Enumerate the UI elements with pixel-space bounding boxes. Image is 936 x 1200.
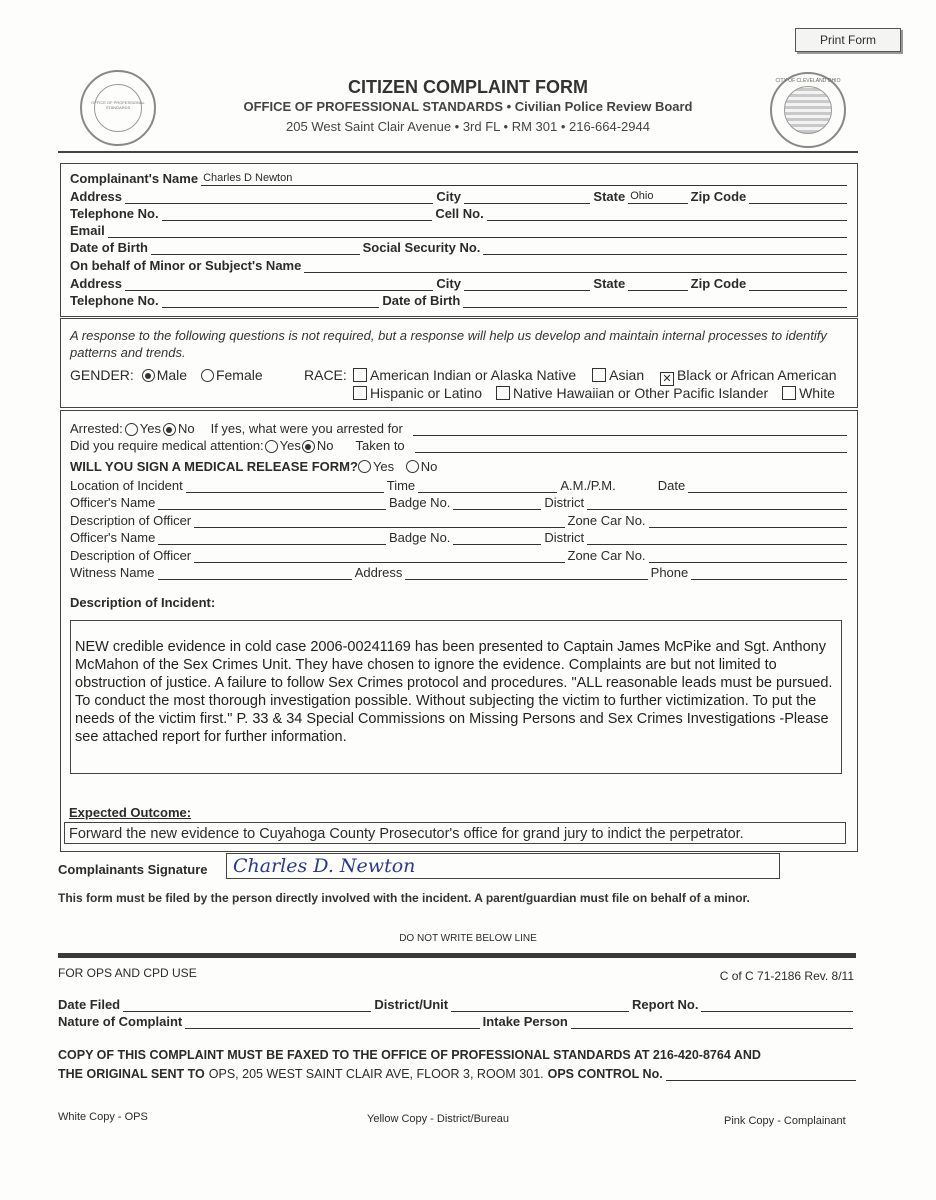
zone-label: Zone Car No.: [567, 513, 646, 528]
zip-field[interactable]: [749, 191, 847, 204]
form-subtitle: OFFICE OF PROFESSIONAL STANDARDS • Civilian Police Review Board: [243, 99, 693, 114]
arrested-yes-radio[interactable]: [125, 423, 138, 436]
state2-label: State: [593, 276, 626, 291]
description-officer-label: Description of Officer: [70, 513, 192, 528]
release-yes-radio[interactable]: [358, 460, 371, 473]
zone2-label: Zone Car No.: [567, 548, 646, 563]
header-rule: [58, 151, 858, 153]
address-field[interactable]: [125, 191, 433, 204]
ssn-label: Social Security No.: [362, 240, 481, 255]
minor-field[interactable]: [304, 260, 847, 273]
time-label: Time: [386, 478, 416, 493]
fax-notice-2b: OPS, 205 WEST SAINT CLAIR AVE, FLOOR 3, ROOM 301.: [208, 1067, 544, 1081]
time-field[interactable]: [418, 480, 557, 493]
badge2-field[interactable]: [453, 532, 541, 545]
badge-field[interactable]: [453, 497, 541, 510]
arrested-for-field[interactable]: [413, 423, 847, 436]
release-no-radio[interactable]: [406, 460, 419, 473]
do-not-write-notice: DO NOT WRITE BELOW LINE: [399, 933, 537, 944]
district-unit-field[interactable]: [451, 999, 629, 1012]
ops-control-row: [58, 1067, 856, 1081]
telephone-field[interactable]: [162, 208, 433, 221]
cell-field[interactable]: [487, 208, 847, 221]
intake-field[interactable]: [571, 1016, 853, 1029]
race-checkbox-pacific-islander[interactable]: [496, 386, 510, 400]
nature-field[interactable]: [185, 1016, 479, 1029]
cleveland-seal-logo: CITY OF CLEVELAND OHIO: [770, 72, 846, 148]
ampm-label: A.M./P.M.: [560, 478, 616, 493]
signature-field[interactable]: [226, 853, 780, 879]
female-radio[interactable]: [201, 369, 214, 382]
dob2-label: Date of Birth: [382, 293, 461, 308]
zone-field[interactable]: [649, 515, 847, 528]
intake-label: Intake Person: [482, 1014, 568, 1029]
location-field[interactable]: [186, 480, 384, 493]
white-copy-label: White Copy - OPS: [58, 1111, 148, 1123]
race-checkbox-american-indian[interactable]: [353, 368, 367, 382]
pink-copy-label: Pink Copy - Complainant: [724, 1115, 846, 1127]
outcome-heading: Expected Outcome:: [69, 805, 192, 820]
no-label: No: [420, 459, 438, 474]
race-checkbox-black[interactable]: ✕: [660, 372, 674, 386]
address2-field[interactable]: [125, 278, 433, 291]
date-label: Date: [657, 478, 686, 493]
description-officer2-field[interactable]: [194, 550, 564, 563]
medical-yes-radio[interactable]: [265, 440, 278, 453]
address2-label: Address: [70, 276, 123, 291]
officer-field[interactable]: [158, 497, 386, 510]
race-checkbox-hispanic[interactable]: [353, 386, 367, 400]
district2-field[interactable]: [587, 532, 847, 545]
witness-address-field[interactable]: [405, 567, 647, 580]
zip2-field[interactable]: [749, 278, 847, 291]
signature-label: Complainants Signature: [58, 862, 208, 877]
name-label: Complainant's Name: [70, 171, 199, 186]
office-address: 205 West Saint Clair Avenue • 3rd FL • RM 301 • 216-664-2944: [286, 119, 650, 134]
district2-label: District: [544, 530, 585, 545]
telephone2-label: Telephone No.: [70, 293, 159, 308]
cut-line: [58, 953, 856, 958]
description-officer2-label: Description of Officer: [70, 548, 192, 563]
telephone2-field[interactable]: [162, 295, 380, 308]
form-number: C of C 71-2186 Rev. 8/11: [719, 969, 854, 983]
ops-seal-logo: OFFICE OF PROFESSIONAL STANDARDS: [80, 70, 156, 146]
medical-label: Did you require medical attention:: [70, 438, 264, 453]
ops-use-label: FOR OPS AND CPD USE: [58, 966, 197, 980]
signature-text: Charles D. Newton: [233, 855, 416, 877]
yellow-copy-label: Yellow Copy - District/Bureau: [367, 1113, 510, 1125]
date-filed-field[interactable]: [123, 999, 371, 1012]
race-row-1: [353, 367, 837, 386]
yes-label: Yes: [279, 438, 301, 453]
zip2-label: Zip Code: [690, 276, 747, 291]
officer2-label: Officer's Name: [70, 530, 156, 545]
ops-control-label: OPS CONTROL No.: [547, 1067, 663, 1081]
district-field[interactable]: [587, 497, 847, 510]
telephone-label: Telephone No.: [70, 206, 159, 221]
district-unit-label: District/Unit: [374, 997, 449, 1012]
minor-label: On behalf of Minor or Subject's Name: [70, 258, 302, 273]
city-field[interactable]: [464, 191, 590, 204]
no-label: No: [316, 438, 334, 453]
race-checkbox-asian[interactable]: [592, 368, 606, 382]
zip-label: Zip Code: [690, 189, 747, 204]
name-field[interactable]: Charles D Newton: [201, 173, 847, 186]
witness-address-label: Address: [354, 565, 403, 580]
ops-control-field[interactable]: [666, 1068, 856, 1081]
race-option-label: Black or African American: [677, 367, 837, 383]
incident-description-text: NEW credible evidence in cold case 2006-00241169 has been presented to Captain James McPike and Sgt. Anthony McMahon of the Sex Crimes Unit. They have chosen to ignore the evidence. Complaints are but not limited to obstruction of justice. A failure to follow Sex Crimes protocol and procedures. "ALL reasonable leads must be pursued. To conduct the most thorough investigation possible. Without subjecting the victim to further victimization. To put the needs of the victim first." P. 33 & 34 Special Commissions on Missing Persons and Sex Crimes Investigations -Please see attached report for further information.: [75, 639, 833, 745]
yes-label: Yes: [139, 421, 161, 436]
address-label: Address: [70, 189, 123, 204]
female-label: Female: [215, 367, 263, 383]
male-label: Male: [156, 367, 188, 383]
demographics-note: A response to the following questions is not required, but a response will help us develop and maintain internal processes to identify patterns and trends.: [70, 328, 827, 360]
dob2-field[interactable]: [463, 295, 847, 308]
race-option-label: Native Hawaiian or Other Pacific Islander: [512, 385, 769, 401]
officer2-field[interactable]: [158, 532, 386, 545]
form-title: CITIZEN COMPLAINT FORM: [348, 77, 588, 97]
gender-group: [70, 367, 263, 383]
city2-label: City: [436, 276, 461, 291]
state-label: State: [593, 189, 626, 204]
race-option-label: White: [799, 385, 835, 401]
email-field[interactable]: [108, 225, 847, 238]
state2-field[interactable]: [628, 278, 687, 291]
male-radio[interactable]: [142, 369, 155, 382]
city2-field[interactable]: [464, 278, 590, 291]
date-field[interactable]: [688, 480, 847, 493]
district-label: District: [544, 495, 585, 510]
taken-to-field[interactable]: [415, 440, 847, 453]
zone2-field[interactable]: [649, 550, 847, 563]
print-form-button[interactable]: Print Form: [795, 28, 901, 52]
medical-release-group: [70, 459, 437, 474]
witness-label: Witness Name: [70, 565, 155, 580]
medical-release-label: WILL YOU SIGN A MEDICAL RELEASE FORM?: [70, 459, 358, 474]
witness-field[interactable]: [158, 567, 352, 580]
race-option-label: Asian: [609, 367, 645, 383]
expected-outcome-field[interactable]: Forward the new evidence to Cuyahoga County Prosecutor's office for grand jury to indict the perpetrator.: [64, 822, 846, 844]
race-label: RACE:: [304, 367, 347, 383]
badge-label: Badge No.: [388, 495, 451, 510]
report-no-field[interactable]: [701, 999, 853, 1012]
date-filed-label: Date Filed: [58, 997, 121, 1012]
arrested-no-radio[interactable]: [163, 423, 176, 436]
officer-label: Officer's Name: [70, 495, 156, 510]
medical-no-radio[interactable]: [302, 440, 315, 453]
dob-label: Date of Birth: [70, 240, 148, 255]
description-heading: Description of Incident:: [70, 595, 216, 610]
race-row-2: [353, 385, 835, 401]
description-officer-field[interactable]: [194, 515, 564, 528]
yes-label: Yes: [372, 459, 395, 474]
cell-label: Cell No.: [435, 206, 484, 221]
race-option-label: Hispanic or Latino: [370, 385, 483, 401]
gender-label: GENDER:: [70, 367, 134, 383]
report-no-label: Report No.: [632, 997, 699, 1012]
location-label: Location of Incident: [70, 478, 183, 493]
filing-notice: This form must be filed by the person directly involved with the incident. A parent/guardian must file on behalf of a minor.: [58, 891, 750, 905]
fax-notice-2a: THE ORIGINAL SENT TO: [58, 1067, 205, 1081]
fax-notice: COPY OF THIS COMPLAINT MUST BE FAXED TO THE OFFICE OF PROFESSIONAL STANDARDS AT 216-420-8764 AND: [58, 1048, 761, 1062]
taken-to-label: Taken to: [355, 438, 405, 453]
incident-description-box[interactable]: [70, 620, 842, 774]
phone-field[interactable]: [691, 567, 847, 580]
race-option-label: American Indian or Alaska Native: [370, 367, 577, 383]
state-field[interactable]: Ohio: [628, 191, 687, 204]
badge2-label: Badge No.: [388, 530, 451, 545]
race-checkbox-white[interactable]: [782, 386, 796, 400]
arrested-label: Arrested:: [70, 421, 123, 436]
email-label: Email: [70, 223, 105, 238]
dob-field[interactable]: [151, 242, 360, 255]
no-label: No: [177, 421, 195, 436]
nature-label: Nature of Complaint: [58, 1014, 183, 1029]
arrested-for-label: If yes, what were you arrested for: [210, 421, 403, 436]
ssn-field[interactable]: [483, 242, 847, 255]
phone-label: Phone: [650, 565, 689, 580]
city-label: City: [436, 189, 461, 204]
